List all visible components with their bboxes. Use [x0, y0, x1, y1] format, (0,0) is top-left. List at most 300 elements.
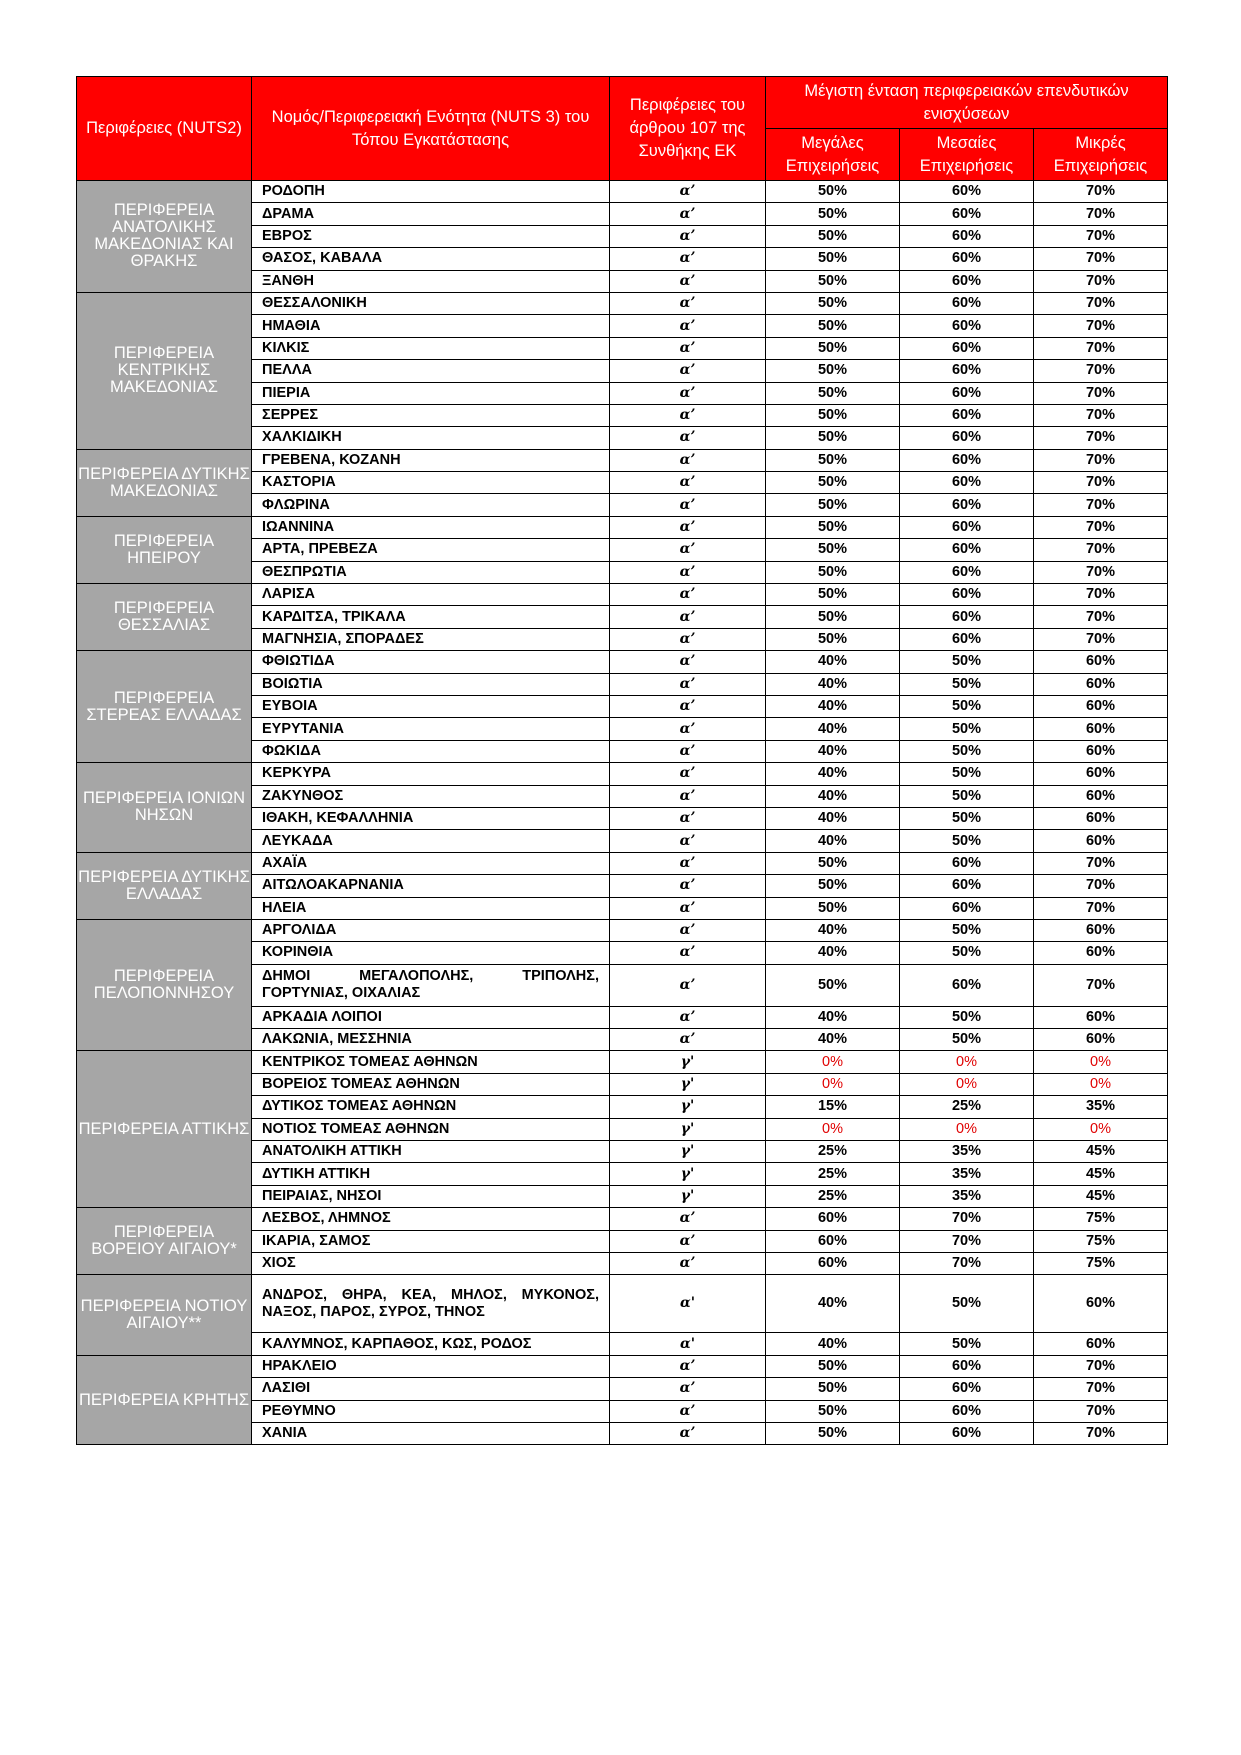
- prefecture-cell: ΕΒΡΟΣ: [252, 225, 610, 247]
- intensity-small-cell: 70%: [1034, 382, 1168, 404]
- intensity-large-cell: 50%: [766, 225, 900, 247]
- prefecture-cell: ΖΑΚΥΝΘΟΣ: [252, 785, 610, 807]
- header-small: Μικρές Επιχειρήσεις: [1034, 129, 1168, 181]
- prefecture-cell: ΔΡΑΜΑ: [252, 203, 610, 225]
- intensity-large-cell: 50%: [766, 248, 900, 270]
- intensity-small-cell: 0%: [1034, 1073, 1168, 1095]
- article-cell: α’: [610, 1230, 766, 1252]
- intensity-medium-cell: 60%: [900, 1378, 1034, 1400]
- intensity-large-cell: 25%: [766, 1163, 900, 1185]
- prefecture-cell: ΑΝΑΤΟΛΙΚΗ ΑΤΤΙΚΗ: [252, 1141, 610, 1163]
- intensity-medium-cell: 0%: [900, 1073, 1034, 1095]
- intensity-medium-cell: 60%: [900, 606, 1034, 628]
- intensity-medium-cell: 50%: [900, 651, 1034, 673]
- intensity-medium-cell: 50%: [900, 763, 1034, 785]
- intensity-large-cell: 40%: [766, 830, 900, 852]
- article-cell: α’: [610, 472, 766, 494]
- intensity-medium-cell: 50%: [900, 673, 1034, 695]
- intensity-medium-cell: 60%: [900, 427, 1034, 449]
- prefecture-cell: ΡΟΔΟΠΗ: [252, 181, 610, 203]
- article-cell: α’: [610, 1378, 766, 1400]
- intensity-large-cell: 50%: [766, 382, 900, 404]
- intensity-large-cell: 50%: [766, 1378, 900, 1400]
- prefecture-cell: ΚΕΝΤΡΙΚΟΣ ΤΟΜΕΑΣ ΑΘΗΝΩΝ: [252, 1051, 610, 1073]
- article-cell: α’: [610, 919, 766, 941]
- region-cell: ΠΕΡΙΦΕΡΕΙΑ ΔΥΤΙΚΗΣ ΜΑΚΕΔΟΝΙΑΣ: [77, 449, 252, 516]
- intensity-large-cell: 50%: [766, 561, 900, 583]
- article-cell: α’: [610, 360, 766, 382]
- intensity-large-cell: 40%: [766, 1029, 900, 1051]
- intensity-large-cell: 50%: [766, 875, 900, 897]
- prefecture-cell: ΚΑΛΥΜΝΟΣ, ΚΑΡΠΑΘΟΣ, ΚΩΣ, ΡΟΔΟΣ: [252, 1333, 610, 1355]
- prefecture-cell: ΙΚΑΡΙΑ, ΣΑΜΟΣ: [252, 1230, 610, 1252]
- intensity-medium-cell: 60%: [900, 852, 1034, 874]
- intensity-small-cell: 45%: [1034, 1141, 1168, 1163]
- intensity-medium-cell: 50%: [900, 740, 1034, 762]
- header-prefecture: Νομός/Περιφερειακή Ενότητα (NUTS 3) του Τόπου Εγκατάστασης: [252, 77, 610, 181]
- intensity-medium-cell: 60%: [900, 494, 1034, 516]
- table-body: [77, 181, 1168, 1445]
- intensity-small-cell: 70%: [1034, 181, 1168, 203]
- article-cell: α’: [610, 673, 766, 695]
- header-article: Περιφέρειες του άρθρου 107 της Συνθήκης ΕΚ: [610, 77, 766, 181]
- prefecture-cell: ΠΕΛΛΑ: [252, 360, 610, 382]
- intensity-small-cell: 70%: [1034, 427, 1168, 449]
- intensity-large-cell: 40%: [766, 1333, 900, 1355]
- intensity-small-cell: 70%: [1034, 449, 1168, 471]
- intensity-large-cell: 50%: [766, 1355, 900, 1377]
- article-cell: α’: [610, 695, 766, 717]
- intensity-medium-cell: 50%: [900, 919, 1034, 941]
- intensity-medium-cell: 25%: [900, 1096, 1034, 1118]
- intensity-small-cell: 70%: [1034, 203, 1168, 225]
- prefecture-cell: ΒΟΙΩΤΙΑ: [252, 673, 610, 695]
- header-intensity: Μέγιστη ένταση περιφερειακών επενδυτικών ενισχύσεων: [766, 77, 1168, 129]
- intensity-medium-cell: 60%: [900, 315, 1034, 337]
- article-cell: α’: [610, 539, 766, 561]
- intensity-large-cell: 40%: [766, 1275, 900, 1333]
- region-cell: ΠΕΡΙΦΕΡΕΙΑ ΔΥΤΙΚΗΣ ΕΛΛΑΔΑΣ: [77, 852, 252, 919]
- region-cell: ΠΕΡΙΦΕΡΕΙΑ ΣΤΕΡΕΑΣ ΕΛΛΑΔΑΣ: [77, 651, 252, 763]
- prefecture-cell: ΚΟΡΙΝΘΙΑ: [252, 942, 610, 964]
- article-cell: α’: [610, 584, 766, 606]
- article-cell: α’: [610, 1006, 766, 1028]
- intensity-large-cell: 40%: [766, 763, 900, 785]
- intensity-medium-cell: 60%: [900, 382, 1034, 404]
- region-cell: ΠΕΡΙΦΕΡΕΙΑ ΚΕΝΤΡΙΚΗΣ ΜΑΚΕΔΟΝΙΑΣ: [77, 292, 252, 449]
- intensity-large-cell: 40%: [766, 919, 900, 941]
- intensity-medium-cell: 50%: [900, 718, 1034, 740]
- intensity-small-cell: 60%: [1034, 673, 1168, 695]
- intensity-small-cell: 60%: [1034, 1275, 1168, 1333]
- intensity-medium-cell: 60%: [900, 897, 1034, 919]
- prefecture-cell: ΣΕΡΡΕΣ: [252, 404, 610, 426]
- intensity-large-cell: 40%: [766, 673, 900, 695]
- intensity-small-cell: 70%: [1034, 875, 1168, 897]
- intensity-large-cell: 50%: [766, 315, 900, 337]
- header-medium: Μεσαίες Επιχειρήσεις: [900, 129, 1034, 181]
- intensity-small-cell: 75%: [1034, 1230, 1168, 1252]
- intensity-small-cell: 70%: [1034, 472, 1168, 494]
- intensity-large-cell: 50%: [766, 584, 900, 606]
- intensity-small-cell: 60%: [1034, 807, 1168, 829]
- article-cell: α’: [610, 785, 766, 807]
- article-cell: α’: [610, 718, 766, 740]
- intensity-large-cell: 50%: [766, 181, 900, 203]
- article-cell: α’: [610, 315, 766, 337]
- aid-intensity-table: [76, 76, 1168, 1445]
- intensity-large-cell: 40%: [766, 1006, 900, 1028]
- article-cell: α’: [610, 1422, 766, 1444]
- intensity-large-cell: 40%: [766, 651, 900, 673]
- article-cell: α’: [610, 763, 766, 785]
- intensity-large-cell: 60%: [766, 1230, 900, 1252]
- prefecture-cell: ΦΘΙΩΤΙΔΑ: [252, 651, 610, 673]
- table-row: [77, 1208, 1168, 1230]
- intensity-large-cell: 50%: [766, 494, 900, 516]
- intensity-small-cell: 70%: [1034, 1400, 1168, 1422]
- intensity-medium-cell: 50%: [900, 807, 1034, 829]
- prefecture-cell: ΡΕΘΥΜΝΟ: [252, 1400, 610, 1422]
- intensity-large-cell: 50%: [766, 606, 900, 628]
- table-row: [77, 449, 1168, 471]
- region-cell: ΠΕΡΙΦΕΡΕΙΑ ΝΟΤΙΟΥ ΑΙΓΑΙΟΥ**: [77, 1275, 252, 1355]
- intensity-medium-cell: 60%: [900, 584, 1034, 606]
- prefecture-cell: ΧΑΛΚΙΔΙΚΗ: [252, 427, 610, 449]
- intensity-large-cell: 50%: [766, 292, 900, 314]
- article-cell: α’: [610, 875, 766, 897]
- prefecture-cell: ΑΝΔΡΟΣ, ΘΗΡΑ, ΚΕΑ, ΜΗΛΟΣ, ΜΥΚΟΝΟΣ, ΝΑΞΟΣ, ΠΑΡΟΣ, ΣΥΡΟΣ, ΤΗΝΟΣ: [252, 1275, 610, 1333]
- intensity-medium-cell: 60%: [900, 875, 1034, 897]
- intensity-large-cell: 50%: [766, 897, 900, 919]
- intensity-large-cell: 40%: [766, 695, 900, 717]
- article-cell: γ': [610, 1185, 766, 1207]
- intensity-small-cell: 70%: [1034, 539, 1168, 561]
- prefecture-cell: ΑΡΤΑ, ΠΡΕΒΕΖΑ: [252, 539, 610, 561]
- intensity-large-cell: 50%: [766, 337, 900, 359]
- intensity-small-cell: 60%: [1034, 718, 1168, 740]
- table-row: [77, 1275, 1168, 1333]
- article-cell: α’: [610, 651, 766, 673]
- intensity-small-cell: 70%: [1034, 404, 1168, 426]
- intensity-medium-cell: 60%: [900, 248, 1034, 270]
- intensity-medium-cell: 60%: [900, 1355, 1034, 1377]
- prefecture-cell: ΗΡΑΚΛΕΙΟ: [252, 1355, 610, 1377]
- intensity-medium-cell: 35%: [900, 1141, 1034, 1163]
- intensity-medium-cell: 50%: [900, 785, 1034, 807]
- intensity-small-cell: 70%: [1034, 606, 1168, 628]
- article-cell: α’: [610, 1208, 766, 1230]
- article-cell: γ': [610, 1096, 766, 1118]
- intensity-medium-cell: 50%: [900, 695, 1034, 717]
- table-row: [77, 763, 1168, 785]
- intensity-medium-cell: 50%: [900, 1029, 1034, 1051]
- intensity-small-cell: 60%: [1034, 695, 1168, 717]
- prefecture-cell: ΧΙΟΣ: [252, 1252, 610, 1274]
- prefecture-cell: ΘΑΣΟΣ, ΚΑΒΑΛΑ: [252, 248, 610, 270]
- region-cell: ΠΕΡΙΦΕΡΕΙΑ ΑΝΑΤΟΛΙΚΗΣ ΜΑΚΕΔΟΝΙΑΣ ΚΑΙ ΘΡΑΚΗΣ: [77, 181, 252, 293]
- intensity-small-cell: 70%: [1034, 1422, 1168, 1444]
- region-cell: ΠΕΡΙΦΕΡΕΙΑ ΠΕΛΟΠΟΝΝΗΣΟΥ: [77, 919, 252, 1051]
- article-cell: α’: [610, 337, 766, 359]
- intensity-large-cell: 25%: [766, 1141, 900, 1163]
- intensity-small-cell: 0%: [1034, 1051, 1168, 1073]
- article-cell: α’: [610, 382, 766, 404]
- table-row: [77, 292, 1168, 314]
- intensity-medium-cell: 35%: [900, 1163, 1034, 1185]
- article-cell: α’: [610, 807, 766, 829]
- prefecture-cell: ΑΡΓΟΛΙΔΑ: [252, 919, 610, 941]
- region-cell: ΠΕΡΙΦΕΡΕΙΑ ΗΠΕΙΡΟΥ: [77, 516, 252, 583]
- intensity-medium-cell: 70%: [900, 1252, 1034, 1274]
- intensity-large-cell: 50%: [766, 539, 900, 561]
- intensity-large-cell: 50%: [766, 852, 900, 874]
- article-cell: α’: [610, 292, 766, 314]
- article-cell: α’: [610, 248, 766, 270]
- article-cell: α’: [610, 942, 766, 964]
- article-cell: α’: [610, 449, 766, 471]
- intensity-large-cell: 50%: [766, 404, 900, 426]
- intensity-medium-cell: 60%: [900, 472, 1034, 494]
- article-cell: γ': [610, 1073, 766, 1095]
- intensity-medium-cell: 50%: [900, 942, 1034, 964]
- intensity-small-cell: 75%: [1034, 1208, 1168, 1230]
- prefecture-cell: ΑΧΑΪΑ: [252, 852, 610, 874]
- prefecture-cell: ΔΥΤΙΚΗ ΑΤΤΙΚΗ: [252, 1163, 610, 1185]
- article-cell: α’: [610, 740, 766, 762]
- intensity-medium-cell: 60%: [900, 539, 1034, 561]
- prefecture-cell: ΞΑΝΘΗ: [252, 270, 610, 292]
- prefecture-cell: ΚΑΣΤΟΡΙΑ: [252, 472, 610, 494]
- intensity-medium-cell: 60%: [900, 1400, 1034, 1422]
- intensity-medium-cell: 60%: [900, 964, 1034, 1006]
- prefecture-cell: ΛΕΥΚΑΔΑ: [252, 830, 610, 852]
- region-cell: ΠΕΡΙΦΕΡΕΙΑ ΚΡΗΤΗΣ: [77, 1355, 252, 1445]
- intensity-small-cell: 70%: [1034, 360, 1168, 382]
- prefecture-cell: ΕΥΡΥΤΑΝΙΑ: [252, 718, 610, 740]
- intensity-small-cell: 70%: [1034, 1378, 1168, 1400]
- intensity-large-cell: 50%: [766, 203, 900, 225]
- prefecture-cell: ΛΕΣΒΟΣ, ΛΗΜΝΟΣ: [252, 1208, 610, 1230]
- intensity-small-cell: 70%: [1034, 225, 1168, 247]
- intensity-small-cell: 60%: [1034, 763, 1168, 785]
- intensity-large-cell: 25%: [766, 1185, 900, 1207]
- intensity-large-cell: 15%: [766, 1096, 900, 1118]
- header-large: Μεγάλες Επιχειρήσεις: [766, 129, 900, 181]
- intensity-small-cell: 70%: [1034, 1355, 1168, 1377]
- prefecture-cell: ΠΙΕΡΙΑ: [252, 382, 610, 404]
- intensity-large-cell: 40%: [766, 740, 900, 762]
- intensity-small-cell: 70%: [1034, 584, 1168, 606]
- article-cell: α’: [610, 181, 766, 203]
- intensity-large-cell: 0%: [766, 1073, 900, 1095]
- article-cell: α': [610, 1333, 766, 1355]
- article-cell: α’: [610, 404, 766, 426]
- article-cell: α’: [610, 606, 766, 628]
- prefecture-cell: ΑΙΤΩΛΟΑΚΑΡΝΑΝΙΑ: [252, 875, 610, 897]
- article-cell: α’: [610, 1029, 766, 1051]
- table-row: [77, 1355, 1168, 1377]
- article-cell: α’: [610, 964, 766, 1006]
- intensity-medium-cell: 60%: [900, 360, 1034, 382]
- intensity-small-cell: 60%: [1034, 1029, 1168, 1051]
- prefecture-cell: ΦΩΚΙΔΑ: [252, 740, 610, 762]
- article-cell: α’: [610, 1355, 766, 1377]
- prefecture-cell: ΚΙΛΚΙΣ: [252, 337, 610, 359]
- article-cell: α’: [610, 270, 766, 292]
- prefecture-cell: ΙΩΑΝΝΙΝΑ: [252, 516, 610, 538]
- intensity-small-cell: 60%: [1034, 919, 1168, 941]
- article-cell: γ': [610, 1141, 766, 1163]
- intensity-small-cell: 70%: [1034, 852, 1168, 874]
- prefecture-cell: ΛΑΣΙΘΙ: [252, 1378, 610, 1400]
- article-cell: α’: [610, 628, 766, 650]
- prefecture-cell: ΓΡΕΒΕΝΑ, ΚΟΖΑΝΗ: [252, 449, 610, 471]
- article-cell: α’: [610, 494, 766, 516]
- intensity-large-cell: 50%: [766, 516, 900, 538]
- article-cell: α’: [610, 1252, 766, 1274]
- article-cell: α': [610, 1275, 766, 1333]
- intensity-small-cell: 60%: [1034, 942, 1168, 964]
- table-row: [77, 584, 1168, 606]
- intensity-small-cell: 35%: [1034, 1096, 1168, 1118]
- region-cell: ΠΕΡΙΦΕΡΕΙΑ ΑΤΤΙΚΗΣ: [77, 1051, 252, 1208]
- intensity-large-cell: 40%: [766, 785, 900, 807]
- table-row: [77, 919, 1168, 941]
- intensity-large-cell: 50%: [766, 628, 900, 650]
- article-cell: α’: [610, 561, 766, 583]
- region-cell: ΠΕΡΙΦΕΡΕΙΑ ΙΟΝΙΩΝ ΝΗΣΩΝ: [77, 763, 252, 853]
- intensity-medium-cell: 0%: [900, 1051, 1034, 1073]
- intensity-medium-cell: 60%: [900, 203, 1034, 225]
- article-cell: γ': [610, 1118, 766, 1140]
- intensity-medium-cell: 60%: [900, 561, 1034, 583]
- intensity-large-cell: 50%: [766, 360, 900, 382]
- prefecture-cell: ΑΡΚΑΔΙΑ ΛΟΙΠΟΙ: [252, 1006, 610, 1028]
- prefecture-cell: ΝΟΤΙΟΣ ΤΟΜΕΑΣ ΑΘΗΝΩΝ: [252, 1118, 610, 1140]
- article-cell: γ': [610, 1163, 766, 1185]
- prefecture-cell: ΧΑΝΙΑ: [252, 1422, 610, 1444]
- prefecture-cell: ΜΑΓΝΗΣΙΑ, ΣΠΟΡΑΔΕΣ: [252, 628, 610, 650]
- table-header: [77, 77, 1168, 181]
- article-cell: α’: [610, 203, 766, 225]
- intensity-medium-cell: 60%: [900, 270, 1034, 292]
- intensity-medium-cell: 60%: [900, 225, 1034, 247]
- prefecture-cell: ΔΥΤΙΚΟΣ ΤΟΜΕΑΣ ΑΘΗΝΩΝ: [252, 1096, 610, 1118]
- article-cell: α’: [610, 830, 766, 852]
- intensity-medium-cell: 60%: [900, 628, 1034, 650]
- intensity-small-cell: 60%: [1034, 785, 1168, 807]
- prefecture-cell: ΛΑΡΙΣΑ: [252, 584, 610, 606]
- intensity-small-cell: 60%: [1034, 740, 1168, 762]
- intensity-small-cell: 70%: [1034, 494, 1168, 516]
- article-cell: α’: [610, 897, 766, 919]
- intensity-medium-cell: 60%: [900, 337, 1034, 359]
- intensity-small-cell: 0%: [1034, 1118, 1168, 1140]
- table-row: [77, 1051, 1168, 1073]
- intensity-small-cell: 70%: [1034, 628, 1168, 650]
- prefecture-cell: ΛΑΚΩΝΙΑ, ΜΕΣΣΗΝΙΑ: [252, 1029, 610, 1051]
- intensity-medium-cell: 50%: [900, 1006, 1034, 1028]
- intensity-small-cell: 45%: [1034, 1163, 1168, 1185]
- intensity-medium-cell: 35%: [900, 1185, 1034, 1207]
- intensity-small-cell: 70%: [1034, 964, 1168, 1006]
- article-cell: α’: [610, 225, 766, 247]
- intensity-medium-cell: 0%: [900, 1118, 1034, 1140]
- intensity-medium-cell: 50%: [900, 1333, 1034, 1355]
- intensity-small-cell: 70%: [1034, 897, 1168, 919]
- table-row: [77, 516, 1168, 538]
- intensity-small-cell: 60%: [1034, 651, 1168, 673]
- intensity-large-cell: 40%: [766, 807, 900, 829]
- intensity-small-cell: 60%: [1034, 830, 1168, 852]
- prefecture-cell: ΘΕΣΣΑΛΟΝΙΚΗ: [252, 292, 610, 314]
- intensity-large-cell: 50%: [766, 1400, 900, 1422]
- intensity-small-cell: 70%: [1034, 292, 1168, 314]
- intensity-large-cell: 50%: [766, 472, 900, 494]
- prefecture-cell: ΗΜΑΘΙΑ: [252, 315, 610, 337]
- intensity-small-cell: 70%: [1034, 248, 1168, 270]
- intensity-medium-cell: 70%: [900, 1208, 1034, 1230]
- prefecture-cell: ΗΛΕΙΑ: [252, 897, 610, 919]
- intensity-large-cell: 0%: [766, 1051, 900, 1073]
- prefecture-cell: ΙΘΑΚΗ, ΚΕΦΑΛΛΗΝΙΑ: [252, 807, 610, 829]
- prefecture-cell: ΒΟΡΕΙΟΣ ΤΟΜΕΑΣ ΑΘΗΝΩΝ: [252, 1073, 610, 1095]
- intensity-medium-cell: 60%: [900, 292, 1034, 314]
- intensity-small-cell: 70%: [1034, 315, 1168, 337]
- prefecture-cell: ΚΕΡΚΥΡΑ: [252, 763, 610, 785]
- prefecture-cell: ΠΕΙΡΑΙΑΣ, ΝΗΣΟΙ: [252, 1185, 610, 1207]
- intensity-medium-cell: 50%: [900, 1275, 1034, 1333]
- intensity-large-cell: 0%: [766, 1118, 900, 1140]
- article-cell: α’: [610, 852, 766, 874]
- intensity-small-cell: 60%: [1034, 1333, 1168, 1355]
- prefecture-cell: ΔΗΜΟΙ ΜΕΓΑΛΟΠΟΛΗΣ, ΤΡΙΠΟΛΗΣ, ΓΟΡΤΥΝΙΑΣ, ΟΙΧΑΛΙΑΣ: [252, 964, 610, 1006]
- intensity-large-cell: 50%: [766, 1422, 900, 1444]
- intensity-small-cell: 45%: [1034, 1185, 1168, 1207]
- intensity-small-cell: 70%: [1034, 337, 1168, 359]
- intensity-large-cell: 50%: [766, 964, 900, 1006]
- intensity-medium-cell: 60%: [900, 516, 1034, 538]
- intensity-medium-cell: 60%: [900, 1422, 1034, 1444]
- prefecture-cell: ΚΑΡΔΙΤΣΑ, ΤΡΙΚΑΛΑ: [252, 606, 610, 628]
- intensity-large-cell: 40%: [766, 718, 900, 740]
- intensity-medium-cell: 60%: [900, 449, 1034, 471]
- intensity-medium-cell: 50%: [900, 830, 1034, 852]
- table-row: [77, 852, 1168, 874]
- region-cell: ΠΕΡΙΦΕΡΕΙΑ ΘΕΣΣΑΛΙΑΣ: [77, 584, 252, 651]
- article-cell: γ': [610, 1051, 766, 1073]
- article-cell: α’: [610, 427, 766, 449]
- intensity-medium-cell: 60%: [900, 181, 1034, 203]
- intensity-large-cell: 50%: [766, 449, 900, 471]
- intensity-large-cell: 60%: [766, 1208, 900, 1230]
- table-row: [77, 181, 1168, 203]
- intensity-small-cell: 70%: [1034, 270, 1168, 292]
- prefecture-cell: ΘΕΣΠΡΩΤΙΑ: [252, 561, 610, 583]
- intensity-large-cell: 50%: [766, 270, 900, 292]
- intensity-large-cell: 60%: [766, 1252, 900, 1274]
- intensity-small-cell: 60%: [1034, 1006, 1168, 1028]
- table-row: [77, 651, 1168, 673]
- intensity-medium-cell: 70%: [900, 1230, 1034, 1252]
- intensity-small-cell: 70%: [1034, 516, 1168, 538]
- intensity-medium-cell: 60%: [900, 404, 1034, 426]
- prefecture-cell: ΕΥΒΟΙΑ: [252, 695, 610, 717]
- intensity-small-cell: 75%: [1034, 1252, 1168, 1274]
- article-cell: α’: [610, 1400, 766, 1422]
- intensity-large-cell: 50%: [766, 427, 900, 449]
